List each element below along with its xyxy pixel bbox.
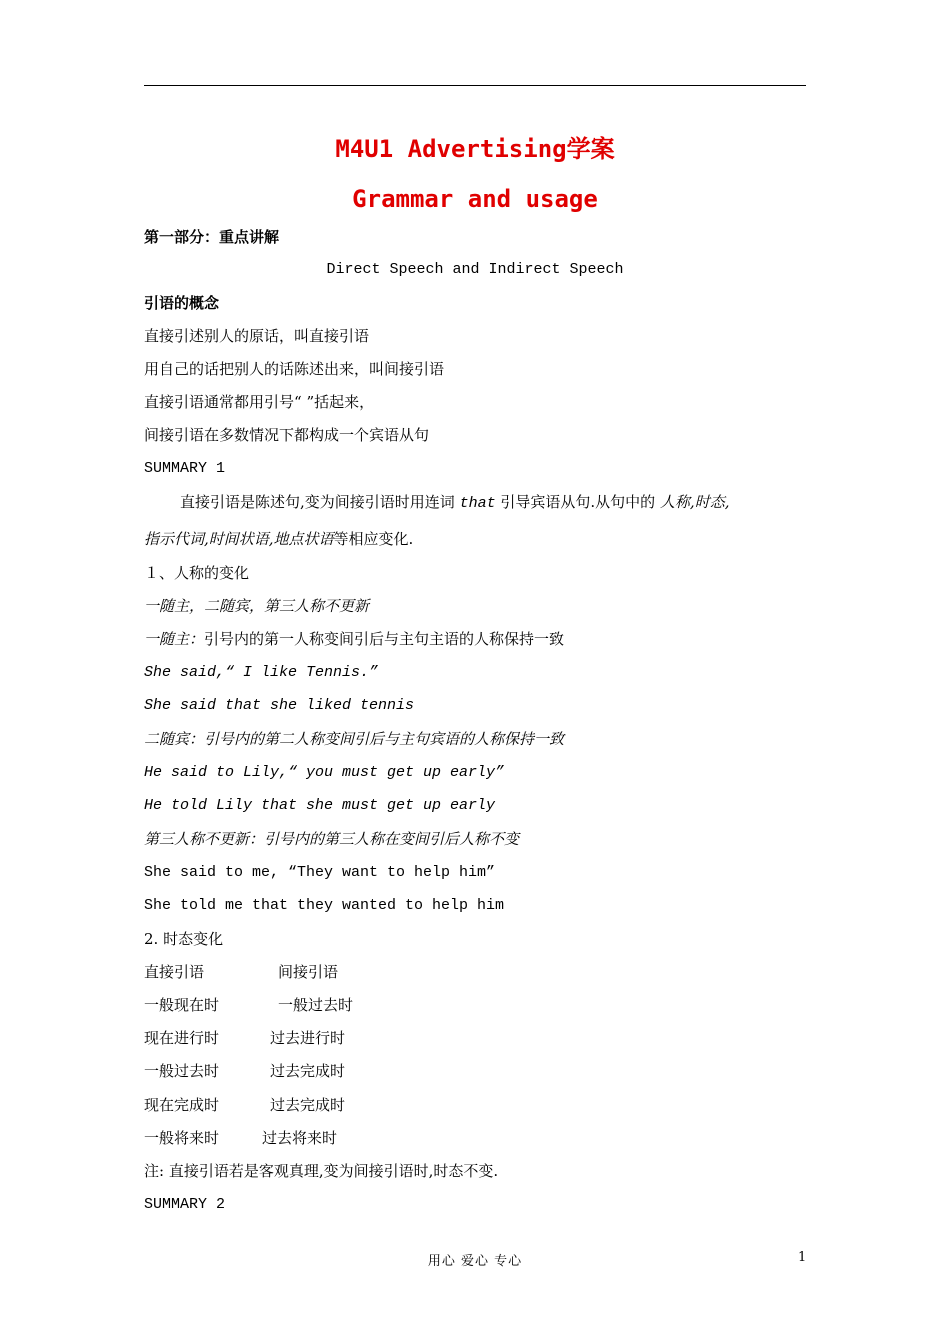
tense-direct-cell: 直接引语: [144, 963, 205, 981]
header-rule: [144, 85, 806, 86]
tense-direct-cell: 现在进行时: [144, 1029, 220, 1047]
rule2: 二随宾：引号内的第二人称变间引后与主句宾语的人称保持一致: [144, 730, 565, 748]
document-title: M4U1 Advertising学案: [335, 135, 615, 163]
summary1-paragraph-line1: [180, 492, 729, 514]
rule3: 第三人称不更新：引号内的第三人称在变间引后人称不变: [144, 830, 520, 848]
summary1-paragraph-line2: [144, 529, 413, 549]
rule1-label: 一随主：: [144, 630, 205, 648]
page-number: 1: [798, 1250, 807, 1265]
tense-indirect-cell: 间接引语: [278, 963, 339, 981]
tense-indirect-cell: 过去完成时: [270, 1062, 346, 1080]
summary1-heading: SUMMARY 1: [144, 460, 226, 477]
rule1: [144, 629, 564, 649]
part1-heading: 第一部分：重点讲解: [144, 228, 280, 246]
section-title: Direct Speech and Indirect Speech: [326, 261, 624, 278]
concept-line: 直接引述别人的原话，叫直接引语: [144, 327, 370, 345]
tense-direct-cell: 一般现在时: [144, 996, 220, 1014]
summary1-text: 引导宾语从句.从句中的: [500, 493, 656, 511]
tense-indirect-cell: 过去进行时: [270, 1029, 346, 1047]
keyword-that: that: [459, 495, 496, 512]
example3-indirect: She told me that they wanted to help him: [144, 897, 505, 914]
concept-line: 直接引语通常都用引号“ ”括起来，: [144, 393, 375, 411]
summary1-italic: 人称,时态,: [659, 493, 730, 511]
concept-heading: 引语的概念: [144, 294, 220, 312]
example2-direct: He said to Lily,“ you must get up early”: [144, 764, 505, 781]
tense-direct-cell: 一般将来时: [144, 1129, 220, 1147]
tense-indirect-cell: 过去完成时: [270, 1096, 346, 1114]
example2-indirect: He told Lily that she must get up early: [144, 797, 496, 814]
summary1-text: 直接引语是陈述句,变为间接引语时用连词: [180, 493, 455, 511]
rule-main: 一随主，二随宾，第三人称不更新: [144, 597, 370, 615]
summary2-heading: SUMMARY 2: [144, 1196, 226, 1213]
summary1-italic: 指示代词,时间状语,地点状语: [144, 530, 334, 548]
rule1-text: 引号内的第一人称变间引后与主句主语的人称保持一致: [204, 630, 565, 648]
example1-direct: She said,“ I like Tennis.”: [144, 664, 379, 681]
example1-indirect: She said that she liked tennis: [144, 697, 415, 714]
concept-line: 间接引语在多数情况下都构成一个宾语从句: [144, 426, 430, 444]
tense-heading: 2. 时态变化: [144, 930, 224, 948]
page-footer: 用心 爱心 专心: [427, 1254, 523, 1269]
tense-indirect-cell: 过去将来时: [262, 1129, 338, 1147]
concept-line: 用自己的话把别人的话陈述出来，叫间接引语: [144, 360, 445, 378]
tense-direct-cell: 一般过去时: [144, 1062, 220, 1080]
summary1-text: 等相应变化.: [333, 530, 414, 548]
document-subtitle: Grammar and usage: [352, 185, 598, 213]
tense-indirect-cell: 一般过去时: [278, 996, 354, 1014]
tense-direct-cell: 现在完成时: [144, 1096, 220, 1114]
person-heading: １、人称的变化: [144, 564, 250, 582]
example3-direct: She said to me, “They want to help him”: [144, 864, 496, 881]
note: 注: 直接引语若是客观真理,变为间接引语时,时态不变.: [144, 1162, 499, 1180]
